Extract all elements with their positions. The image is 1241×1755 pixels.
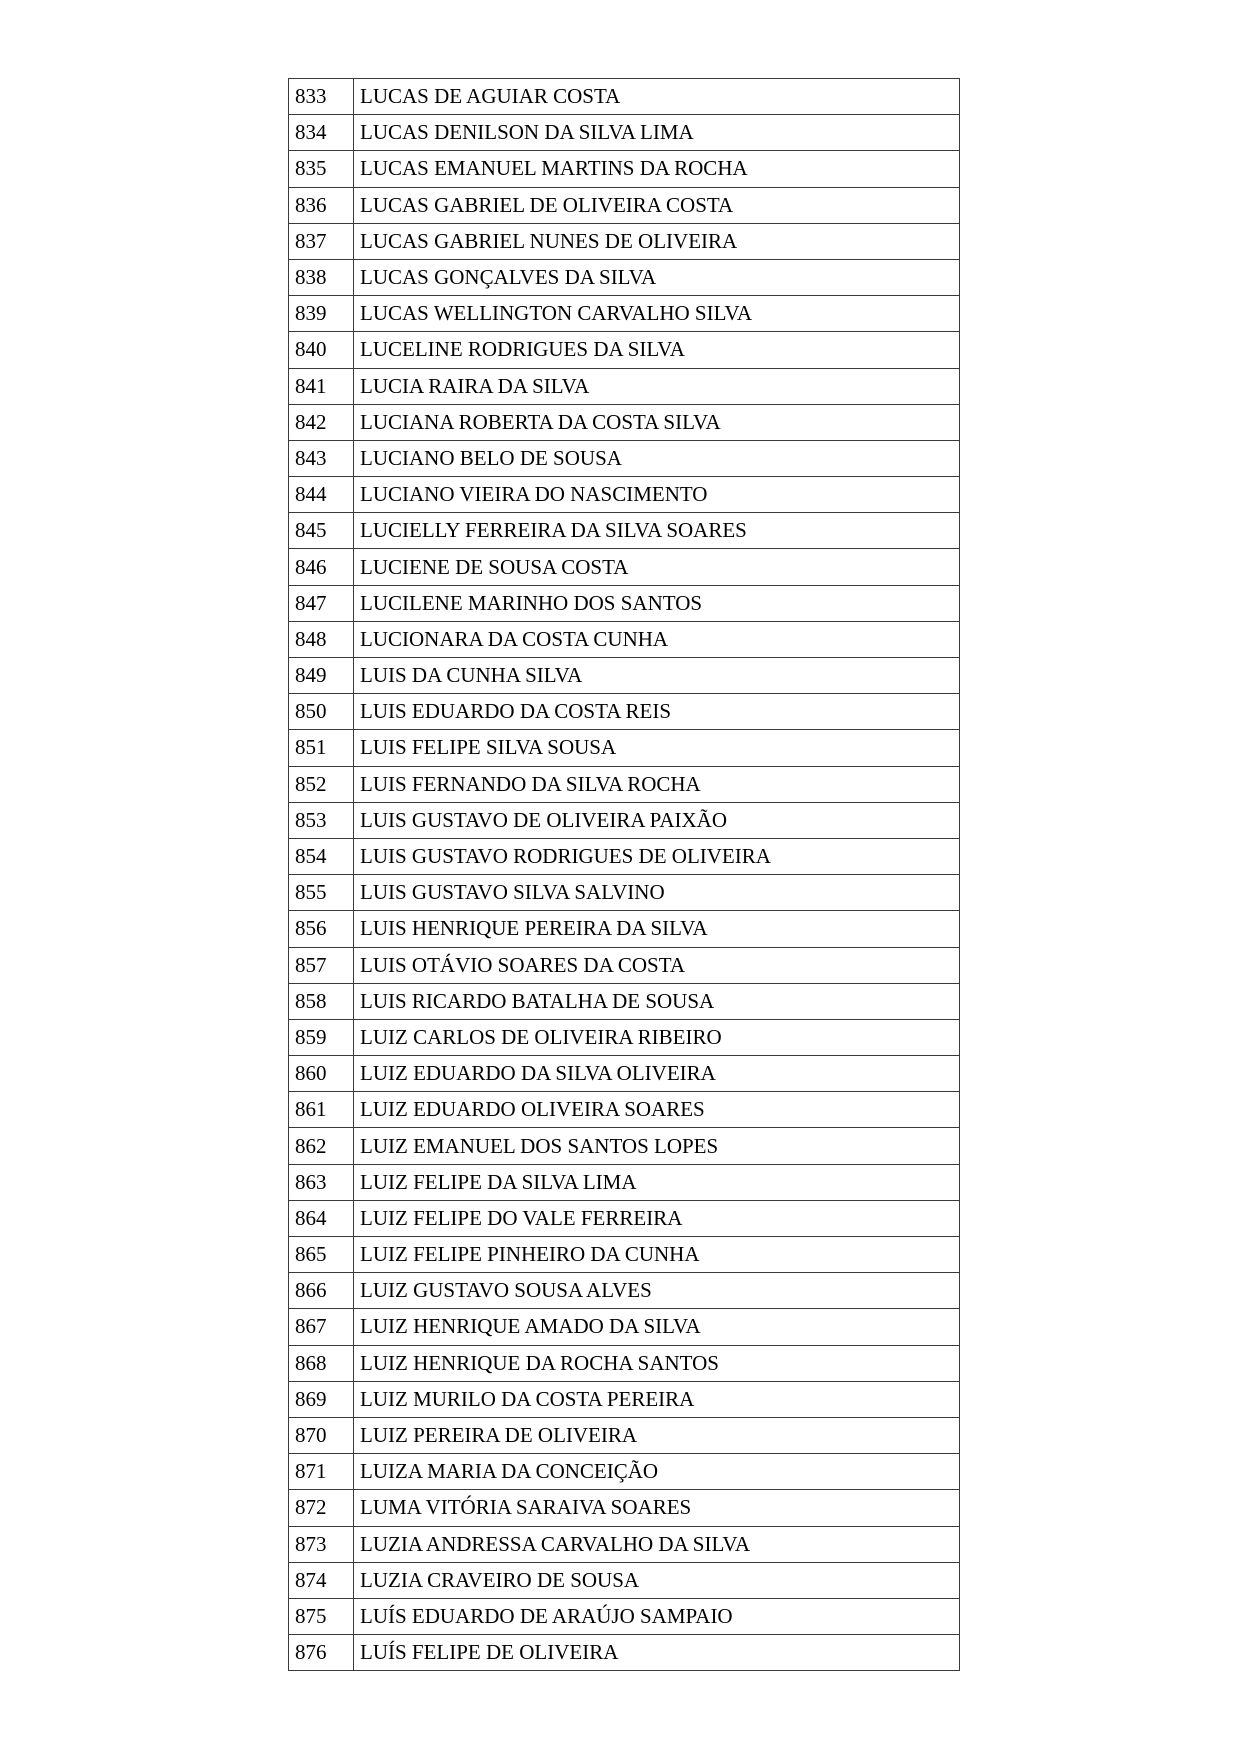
row-name: LUCIENE DE SOUSA COSTA [354, 549, 960, 585]
row-name: LUIZ CARLOS DE OLIVEIRA RIBEIRO [354, 1019, 960, 1055]
row-number: 844 [289, 477, 354, 513]
row-number: 852 [289, 766, 354, 802]
row-name: LUIZ EDUARDO DA SILVA OLIVEIRA [354, 1056, 960, 1092]
names-table [288, 78, 960, 1671]
table-row [289, 513, 960, 549]
row-number: 857 [289, 947, 354, 983]
row-name: LUIS DA CUNHA SILVA [354, 658, 960, 694]
row-number: 875 [289, 1598, 354, 1634]
row-number: 841 [289, 368, 354, 404]
row-name: LUCIANO VIEIRA DO NASCIMENTO [354, 477, 960, 513]
row-number: 848 [289, 621, 354, 657]
table-row [289, 1273, 960, 1309]
row-name: LUIZ MURILO DA COSTA PEREIRA [354, 1381, 960, 1417]
row-name: LUIZ EDUARDO OLIVEIRA SOARES [354, 1092, 960, 1128]
row-name: LUÍS FELIPE DE OLIVEIRA [354, 1635, 960, 1671]
row-number: 859 [289, 1019, 354, 1055]
row-number: 870 [289, 1417, 354, 1453]
table-row [289, 621, 960, 657]
row-number: 846 [289, 549, 354, 585]
table-row [289, 585, 960, 621]
table-row [289, 223, 960, 259]
row-name: LUCAS EMANUEL MARTINS DA ROCHA [354, 151, 960, 187]
row-name: LUCAS DENILSON DA SILVA LIMA [354, 115, 960, 151]
row-number: 836 [289, 187, 354, 223]
row-name: LUCIELLY FERREIRA DA SILVA SOARES [354, 513, 960, 549]
row-number: 863 [289, 1164, 354, 1200]
row-name: LUIS RICARDO BATALHA DE SOUSA [354, 983, 960, 1019]
row-number: 850 [289, 694, 354, 730]
row-number: 856 [289, 911, 354, 947]
table-row [289, 911, 960, 947]
table-row [289, 658, 960, 694]
row-name: LUIZ PEREIRA DE OLIVEIRA [354, 1417, 960, 1453]
row-name: LUIZ GUSTAVO SOUSA ALVES [354, 1273, 960, 1309]
row-number: 876 [289, 1635, 354, 1671]
row-number: 845 [289, 513, 354, 549]
table-row [289, 1237, 960, 1273]
table-row [289, 1200, 960, 1236]
table-row [289, 1309, 960, 1345]
row-name: LUIS GUSTAVO RODRIGUES DE OLIVEIRA [354, 838, 960, 874]
table-row [289, 947, 960, 983]
table-row [289, 296, 960, 332]
table-row [289, 766, 960, 802]
table-row [289, 1164, 960, 1200]
row-name: LUZIA CRAVEIRO DE SOUSA [354, 1562, 960, 1598]
row-number: 838 [289, 259, 354, 295]
row-number: 840 [289, 332, 354, 368]
table-row [289, 549, 960, 585]
table-row [289, 802, 960, 838]
row-number: 839 [289, 296, 354, 332]
row-number: 833 [289, 79, 354, 115]
row-number: 860 [289, 1056, 354, 1092]
table-row [289, 983, 960, 1019]
row-number: 835 [289, 151, 354, 187]
row-name: LUCIA RAIRA DA SILVA [354, 368, 960, 404]
row-name: LUCELINE RODRIGUES DA SILVA [354, 332, 960, 368]
table-row [289, 368, 960, 404]
table-row [289, 115, 960, 151]
row-name: LUIZ HENRIQUE AMADO DA SILVA [354, 1309, 960, 1345]
table-row [289, 838, 960, 874]
table-row [289, 259, 960, 295]
table-row [289, 730, 960, 766]
table-row [289, 151, 960, 187]
table-row [289, 1526, 960, 1562]
row-number: 867 [289, 1309, 354, 1345]
names-table-body [289, 79, 960, 1671]
row-number: 853 [289, 802, 354, 838]
table-row [289, 1490, 960, 1526]
row-name: LUIZ HENRIQUE DA ROCHA SANTOS [354, 1345, 960, 1381]
table-row [289, 404, 960, 440]
row-name: LUCAS DE AGUIAR COSTA [354, 79, 960, 115]
row-number: 869 [289, 1381, 354, 1417]
row-number: 847 [289, 585, 354, 621]
table-row [289, 1128, 960, 1164]
row-number: 851 [289, 730, 354, 766]
row-name: LUIS FELIPE SILVA SOUSA [354, 730, 960, 766]
row-number: 872 [289, 1490, 354, 1526]
table-row [289, 1417, 960, 1453]
row-number: 854 [289, 838, 354, 874]
row-name: LUIZA MARIA DA CONCEIÇÃO [354, 1454, 960, 1490]
table-row [289, 440, 960, 476]
row-name: LUIS GUSTAVO DE OLIVEIRA PAIXÃO [354, 802, 960, 838]
row-number: 866 [289, 1273, 354, 1309]
row-number: 858 [289, 983, 354, 1019]
table-row [289, 79, 960, 115]
row-number: 849 [289, 658, 354, 694]
row-name: LUIS HENRIQUE PEREIRA DA SILVA [354, 911, 960, 947]
row-number: 855 [289, 875, 354, 911]
row-name: LUIS OTÁVIO SOARES DA COSTA [354, 947, 960, 983]
row-number: 862 [289, 1128, 354, 1164]
row-name: LUIZ FELIPE DA SILVA LIMA [354, 1164, 960, 1200]
row-name: LUCILENE MARINHO DOS SANTOS [354, 585, 960, 621]
row-name: LUCIANO BELO DE SOUSA [354, 440, 960, 476]
table-row [289, 1092, 960, 1128]
row-name: LUIZ FELIPE PINHEIRO DA CUNHA [354, 1237, 960, 1273]
row-name: LUCAS WELLINGTON CARVALHO SILVA [354, 296, 960, 332]
row-number: 868 [289, 1345, 354, 1381]
row-number: 834 [289, 115, 354, 151]
row-number: 837 [289, 223, 354, 259]
row-number: 873 [289, 1526, 354, 1562]
table-row [289, 694, 960, 730]
row-number: 865 [289, 1237, 354, 1273]
table-row [289, 1381, 960, 1417]
table-row [289, 1019, 960, 1055]
table-row [289, 1454, 960, 1490]
row-name: LUIS EDUARDO DA COSTA REIS [354, 694, 960, 730]
row-number: 874 [289, 1562, 354, 1598]
row-name: LUCAS GABRIEL NUNES DE OLIVEIRA [354, 223, 960, 259]
row-name: LUZIA ANDRESSA CARVALHO DA SILVA [354, 1526, 960, 1562]
row-name: LUCIONARA DA COSTA CUNHA [354, 621, 960, 657]
row-name: LUCAS GABRIEL DE OLIVEIRA COSTA [354, 187, 960, 223]
table-row [289, 1635, 960, 1671]
table-row [289, 332, 960, 368]
row-number: 871 [289, 1454, 354, 1490]
table-row [289, 187, 960, 223]
table-row [289, 1056, 960, 1092]
table-row [289, 477, 960, 513]
row-number: 843 [289, 440, 354, 476]
row-name: LUIS FERNANDO DA SILVA ROCHA [354, 766, 960, 802]
row-name: LUIS GUSTAVO SILVA SALVINO [354, 875, 960, 911]
table-row [289, 1345, 960, 1381]
row-name: LUIZ FELIPE DO VALE FERREIRA [354, 1200, 960, 1236]
row-name: LUCAS GONÇALVES DA SILVA [354, 259, 960, 295]
row-name: LUÍS EDUARDO DE ARAÚJO SAMPAIO [354, 1598, 960, 1634]
table-row [289, 875, 960, 911]
row-number: 861 [289, 1092, 354, 1128]
row-name: LUMA VITÓRIA SARAIVA SOARES [354, 1490, 960, 1526]
row-name: LUIZ EMANUEL DOS SANTOS LOPES [354, 1128, 960, 1164]
table-row [289, 1562, 960, 1598]
row-number: 842 [289, 404, 354, 440]
table-row [289, 1598, 960, 1634]
row-number: 864 [289, 1200, 354, 1236]
row-name: LUCIANA ROBERTA DA COSTA SILVA [354, 404, 960, 440]
